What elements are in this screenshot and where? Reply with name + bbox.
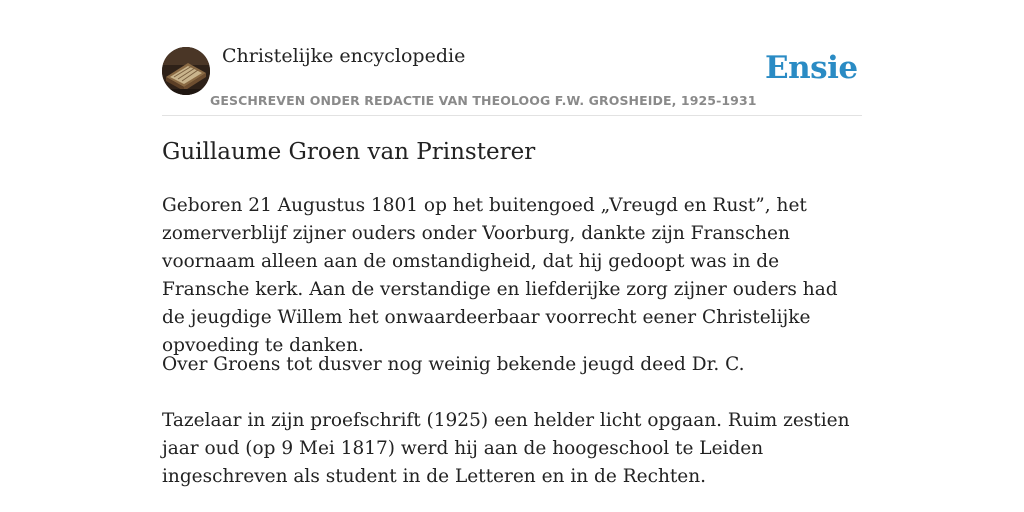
book-avatar-icon[interactable] xyxy=(162,47,210,95)
site-subtitle: GESCHREVEN ONDER REDACTIE VAN THEOLOOG F.W. GROSHEIDE, 1925-1931 xyxy=(210,93,757,108)
site-title[interactable]: Christelijke encyclopedie xyxy=(222,45,466,67)
article-paragraph-2: Over Groens tot dusver nog weinig bekende jeugd deed Dr. C. xyxy=(162,354,745,375)
ensie-logo-link[interactable]: Ensie xyxy=(765,50,858,86)
article-title: Guillaume Groen van Prinsterer xyxy=(162,139,536,165)
book-image xyxy=(162,47,210,95)
header-divider xyxy=(162,115,862,116)
article-paragraph-1: Geboren 21 Augustus 1801 op het buitengoed „Vreugd en Rust”, het zomerverblijf zijner ouders onder Voorburg, dankte zijn Franschen voornaam alleen aan de omstandigheid, dat hij gedoopt was in de Fransche kerk. Aan de verstandige en liefderijke zorg zijner ouders had de jeugdige Willem het onwaardeerbaar voorrecht eener Christelijke opvoeding te danken. xyxy=(162,195,838,356)
article-paragraph-3: Tazelaar in zijn proefschrift (1925) een helder licht opgaan. Ruim zestien jaar oud (op 9 Mei 1817) werd hij aan de hoogeschool te Leiden ingeschreven als student in de Letteren en in de Rechten. xyxy=(162,410,850,487)
